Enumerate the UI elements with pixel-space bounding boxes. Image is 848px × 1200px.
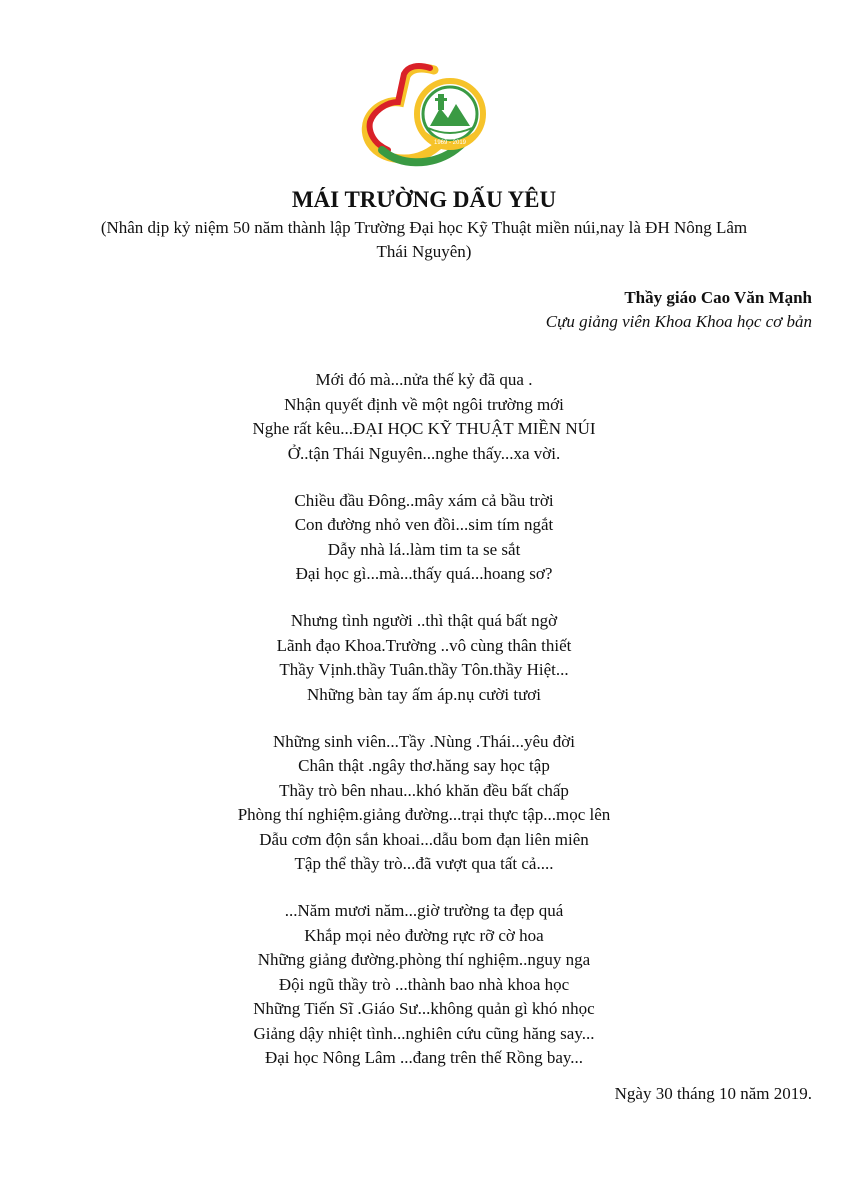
poem-line: Khắp mọi nẻo đường rực rỡ cờ hoa	[304, 925, 544, 945]
stanza	[0, 899, 848, 1071]
poem-line: Tập thể thầy trò...đã vượt qua tất cả....	[294, 854, 554, 873]
poem-line: ...Năm mươi năm...giờ trường ta đẹp quá	[284, 901, 564, 920]
poem-line: Ở..tận Thái Nguyên...nghe thấy...xa vời.	[287, 443, 561, 463]
stanza	[0, 368, 848, 466]
author-role: Cựu giảng viên Khoa Khoa học cơ bản	[545, 312, 812, 331]
poem-line: Đại học gì...mà...thấy quá...hoang sơ?	[295, 564, 553, 583]
poem-line: Mới đó mà...nửa thế kỷ đã qua .	[315, 370, 533, 389]
poem-line: Con đường nhỏ ven đồi...sim tím ngắt	[294, 515, 554, 534]
poem-title: MÁI TRƯỜNG DẤU YÊU	[291, 187, 557, 212]
fifty-years-emblem-icon	[360, 62, 488, 180]
poem-line: Giảng dậy nhiệt tình...nghiên cứu cũng hăng say...	[253, 1023, 595, 1043]
poem-line: Chân thật .ngây thơ.hăng say học tập	[298, 756, 550, 775]
poem-line: Những bàn tay ấm áp.nụ cười tươi	[307, 684, 541, 704]
subtitle-line-2: Thái Nguyên)	[376, 242, 472, 261]
poem-line: Đại học Nông Lâm ...đang trên thế Rồng bay...	[264, 1048, 584, 1067]
anniversary-logo	[360, 62, 488, 180]
poem-line: Phòng thí nghiệm.giảng đường...trại thực tập...mọc lên	[237, 805, 611, 824]
logo-years: 1969 - 2019	[433, 140, 467, 146]
poem-body	[0, 368, 848, 1093]
poem-line: Nhưng tình người ..thì thật quá bất ngờ	[290, 611, 558, 630]
poem-line: Dẫy nhà lá..làm tim ta se sắt	[327, 539, 521, 559]
stanza	[0, 609, 848, 707]
subtitle-line-1: (Nhân dịp kỷ niệm 50 năm thành lập Trường Đại học Kỹ Thuật miền núi,nay là ĐH Nông Lâm	[100, 218, 748, 237]
stanza	[0, 730, 848, 877]
poem-line: Đội ngũ thầy trò ...thành bao nhà khoa học	[278, 974, 570, 994]
poem-line: Những Tiến Sĩ .Giáo Sư...không quản gì khó nhọc	[253, 999, 595, 1018]
poem-date: Ngày 30 tháng 10 năm 2019.	[614, 1084, 812, 1103]
poem-line: Những sinh viên...Tầy .Nùng .Thái...yêu đời	[273, 731, 575, 751]
author-name: Thầy giáo Cao Văn Mạnh	[624, 288, 812, 307]
poem-line: Nghe rất kêu...ĐẠI HỌC KỸ THUẬT MIỀN NÚI	[252, 419, 596, 438]
poem-line: Dẫu cơm độn sắn khoai...dẫu bom đạn liên miên	[259, 829, 589, 849]
poem-line: Những giảng đường.phòng thí nghiệm..nguy nga	[257, 950, 591, 969]
poem-line: Thầy trò bên nhau...khó khăn đều bất chấp	[279, 780, 569, 800]
poem-line: Nhận quyết định về một ngôi trường mới	[284, 394, 564, 414]
author-block	[546, 286, 812, 334]
poem-line: Lãnh đạo Khoa.Trường ..vô cùng thân thiết	[276, 635, 572, 655]
poem-line: Chiều đầu Đông..mây xám cả bầu trời	[294, 490, 554, 510]
subtitle	[30, 216, 818, 264]
stanza	[0, 489, 848, 587]
poem-line: Thầy Vịnh.thầy Tuân.thầy Tôn.thầy Hiệt...	[279, 660, 569, 679]
